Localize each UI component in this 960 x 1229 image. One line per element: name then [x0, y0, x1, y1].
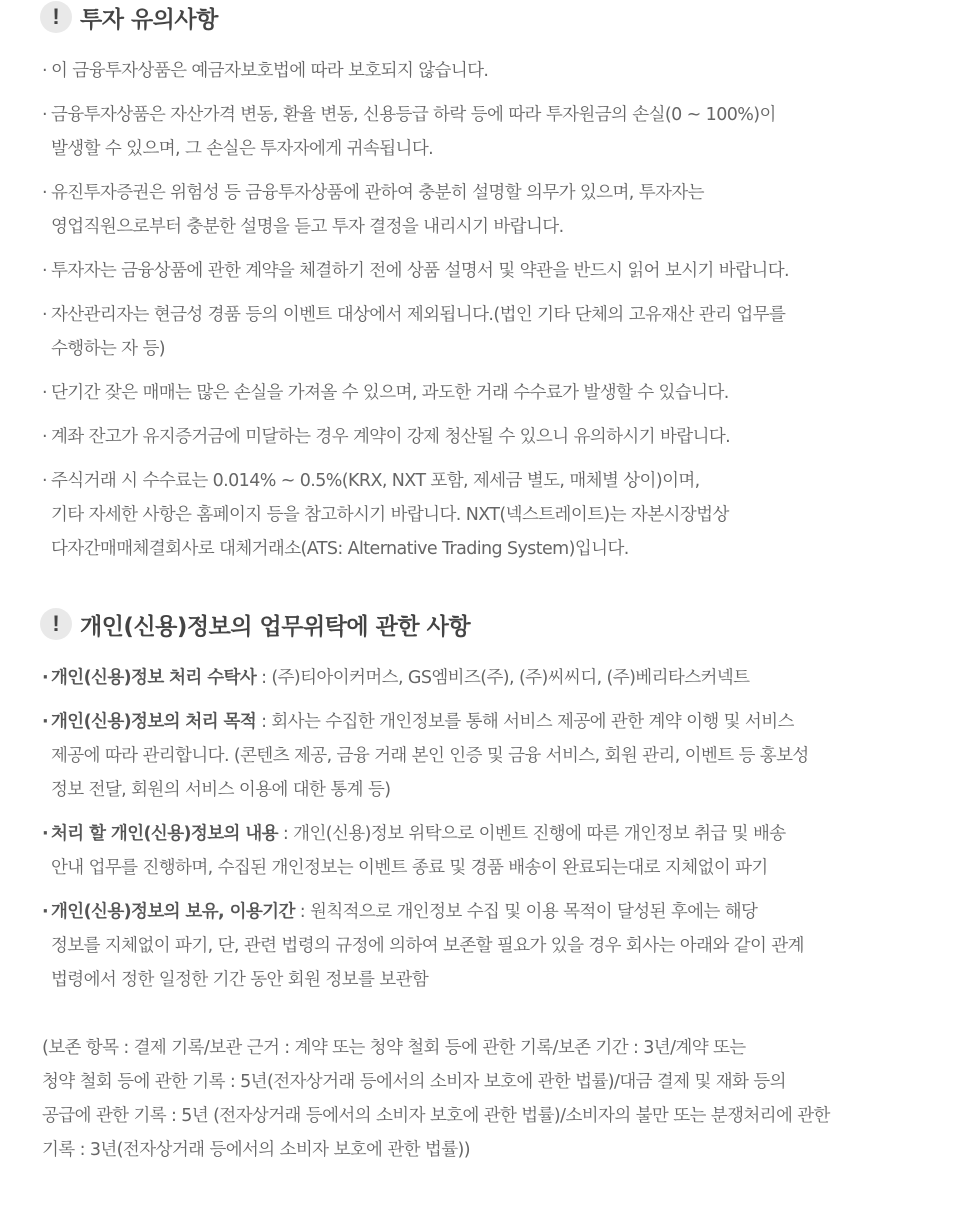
- item-text: : 원칙적으로 개인정보 수집 및 이용 목적이 달성된 후에는 해당: [294, 902, 758, 922]
- bullet-mark: ·: [42, 902, 49, 922]
- list-item: [42, 895, 922, 997]
- item-text-line: 법령에서 정한 일정한 기간 동안 회원 정보를 보관함: [51, 970, 429, 990]
- bullet-mark: ·: [42, 824, 49, 844]
- item-text-line: 이 금융투자상품은 예금자보호법에 따라 보호되지 않습니다.: [51, 61, 489, 81]
- bullet-mark: ·: [42, 668, 49, 688]
- outsourcing-notice-header: [40, 607, 470, 641]
- outsourcing-notice-list: [42, 661, 922, 1007]
- item-text-line: 계좌 잔고가 유지증거금에 미달하는 경우 계약이 강제 청산될 수 있으니 유의하시기 바랍니다.: [51, 427, 731, 447]
- exclamation-icon: !: [40, 608, 72, 640]
- retention-note: [42, 1031, 922, 1167]
- item-text-line: 정보를 지체없이 파기, 단, 관련 법령의 규정에 의하여 보존할 필요가 있을 경우 회사는 아래와 같이 관계: [51, 936, 804, 956]
- item-label: 개인(신용)정보의 보유, 이용기간: [51, 902, 295, 922]
- bullet-mark: ·: [42, 712, 49, 732]
- exclamation-icon: !: [40, 1, 72, 33]
- item-label: 처리 할 개인(신용)정보의 내용: [51, 824, 278, 844]
- bullet-mark: ·: [42, 183, 47, 203]
- item-first-line: [51, 705, 922, 739]
- bullet-mark: ·: [42, 471, 47, 491]
- list-item: [42, 98, 922, 166]
- investment-notice-list: [42, 54, 922, 576]
- retention-line: 청약 철회 등에 관한 기록 : 5년(전자상거래 등에서의 소비자 보호에 관한 법률)/대금 결제 및 재화 등의: [42, 1072, 786, 1092]
- item-text-line: 정보 전달, 회원의 서비스 이용에 대한 통계 등): [51, 780, 391, 800]
- item-text-line: 수행하는 자 등): [51, 339, 165, 359]
- item-first-line: [51, 895, 922, 929]
- bullet-mark: ·: [42, 427, 47, 447]
- retention-line: 기록 : 3년(전자상거래 등에서의 소비자 보호에 관한 법률)): [42, 1140, 470, 1160]
- list-item: [42, 54, 922, 88]
- item-text-line: 영업직원으로부터 충분한 설명을 듣고 투자 결정을 내리시기 바랍니다.: [51, 217, 564, 237]
- item-text-line: 자산관리자는 현금성 경품 등의 이벤트 대상에서 제외됩니다.(법인 기타 단체의 고유재산 관리 업무를: [51, 305, 786, 325]
- retention-line: (보존 항목 : 결제 기록/보관 근거 : 계약 또는 청약 철회 등에 관한 기록/보존 기간 : 3년/계약 또는: [42, 1038, 746, 1058]
- list-item: [42, 661, 922, 695]
- list-item: [42, 176, 922, 244]
- item-text-line: 금융투자상품은 자산가격 변동, 환율 변동, 신용등급 하락 등에 따라 투자원금의 손실(0 ~ 100%)이: [51, 105, 776, 125]
- item-text: : 회사는 수집한 개인정보를 통해 서비스 제공에 관한 계약 이행 및 서비스: [256, 712, 794, 732]
- item-text-line: 제공에 따라 관리합니다. (콘텐츠 제공, 금융 거래 본인 인증 및 금융 서비스, 회원 관리, 이벤트 등 홍보성: [51, 746, 809, 766]
- item-text-line: 유진투자증권은 위험성 등 금융투자상품에 관하여 충분히 설명할 의무가 있으며, 투자자는: [51, 183, 704, 203]
- outsourcing-notice-title: 개인(신용)정보의 업무위탁에 관한 사항: [80, 613, 471, 640]
- investment-notice-header: [40, 0, 218, 34]
- item-text-line: 기타 자세한 사항은 홈페이지 등을 참고하시기 바랍니다. NXT(넥스트레이트)는 자본시장법상: [51, 505, 729, 525]
- bullet-mark: ·: [42, 61, 47, 81]
- list-item: [42, 254, 922, 288]
- list-item: [42, 464, 922, 566]
- bullet-mark: ·: [42, 105, 47, 125]
- item-label: 개인(신용)정보의 처리 목적: [51, 712, 257, 732]
- item-text-line: 투자자는 금융상품에 관한 계약을 체결하기 전에 상품 설명서 및 약관을 반드시 읽어 보시기 바랍니다.: [51, 261, 789, 281]
- item-text: : (주)티아이커머스, GS엠비즈(주), (주)씨씨디, (주)베리타스커넥트: [256, 668, 750, 688]
- item-text: : 개인(신용)정보 위탁으로 이벤트 진행에 따른 개인정보 취급 및 배송: [277, 824, 786, 844]
- list-item: [42, 817, 922, 885]
- investment-notice-title: 투자 유의사항: [80, 6, 218, 33]
- bullet-mark: ·: [42, 261, 47, 281]
- item-text-line: 발생할 수 있으며, 그 손실은 투자자에게 귀속됩니다.: [51, 139, 434, 159]
- list-item: [42, 705, 922, 807]
- item-text-line: 단기간 잦은 매매는 많은 손실을 가져올 수 있으며, 과도한 거래 수수료가 발생할 수 있습니다.: [51, 383, 729, 403]
- bullet-mark: ·: [42, 305, 47, 325]
- item-first-line: [51, 817, 922, 851]
- list-item: [42, 298, 922, 366]
- item-text-line: 주식거래 시 수수료는 0.014% ~ 0.5%(KRX, NXT 포함, 제세금 별도, 매체별 상이)이며,: [51, 471, 700, 491]
- item-label: 개인(신용)정보 처리 수탁사: [51, 668, 257, 688]
- item-text-line: 안내 업무를 진행하며, 수집된 개인정보는 이벤트 종료 및 경품 배송이 완료되는대로 지체없이 파기: [51, 858, 768, 878]
- item-text-line: 다자간매매체결회사로 대체거래소(ATS: Alternative Trading System)입니다.: [51, 539, 629, 559]
- list-item: [42, 420, 922, 454]
- item-first-line: [51, 661, 922, 695]
- bullet-mark: ·: [42, 383, 47, 403]
- list-item: [42, 376, 922, 410]
- retention-line: 공급에 관한 기록 : 5년 (전자상거래 등에서의 소비자 보호에 관한 법률)/소비자의 불만 또는 분쟁처리에 관한: [42, 1106, 830, 1126]
